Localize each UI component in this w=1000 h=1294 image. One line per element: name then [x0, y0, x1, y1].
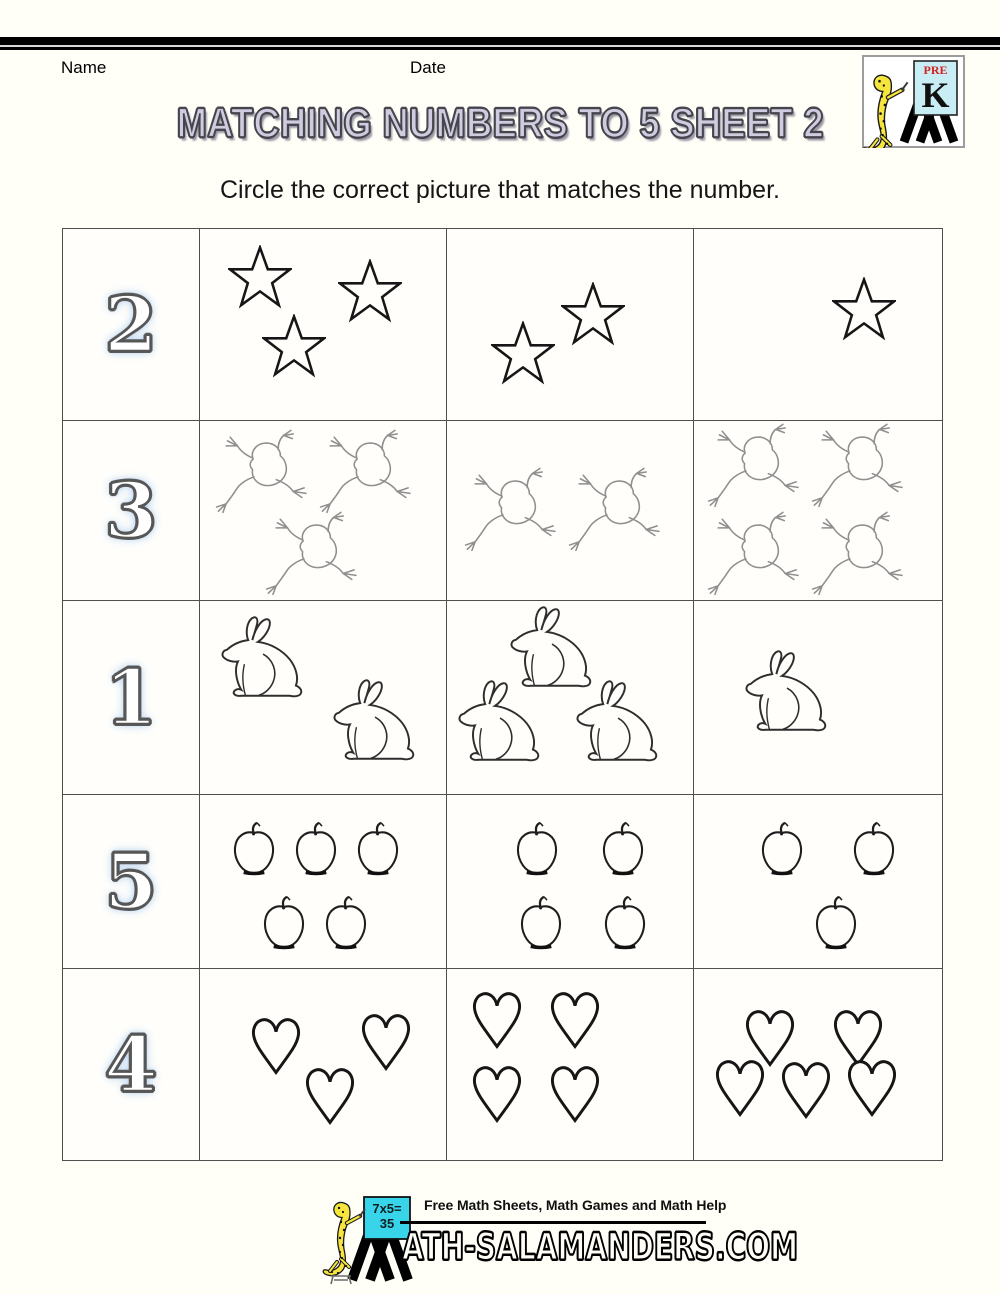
frog-icon — [565, 467, 669, 551]
picture-cell-frog-4[interactable] — [694, 421, 941, 600]
picture-cell-frog-3[interactable] — [200, 421, 447, 600]
row-number: 1 — [104, 652, 158, 742]
number-cell — [63, 969, 200, 1160]
apple-icon — [599, 895, 651, 955]
frog-icon — [461, 467, 565, 551]
picture-cell-heart-5[interactable] — [694, 969, 941, 1160]
instruction-text: Circle the correct picture that matches the number. — [220, 176, 780, 204]
frog-icon — [808, 511, 912, 595]
picture-cell-star-3[interactable] — [200, 229, 447, 420]
number-cell — [63, 229, 200, 420]
rabbit-icon — [449, 677, 551, 772]
k-label: K — [921, 75, 950, 115]
picture-cell-star-1[interactable] — [694, 229, 941, 420]
row-number: 2 — [104, 279, 158, 369]
board-line1: 7x5= — [372, 1201, 402, 1216]
rabbit-icon — [212, 613, 314, 708]
date-label: Date — [410, 58, 446, 77]
row-number: 3 — [104, 465, 158, 555]
apple-icon — [848, 821, 900, 881]
picture-cell-apple-3[interactable] — [694, 795, 941, 968]
picture-cell-heart-3[interactable] — [200, 969, 447, 1160]
heart-icon — [549, 1063, 601, 1126]
top-border-rule — [0, 37, 1000, 50]
picture-cell-apple-4[interactable] — [447, 795, 694, 968]
apple-icon — [810, 895, 862, 955]
frog-icon — [262, 511, 366, 595]
heart-icon — [471, 989, 523, 1052]
picture-cell-apple-5[interactable] — [200, 795, 447, 968]
picture-cell-rabbit-3[interactable] — [447, 601, 694, 794]
table-row — [63, 421, 942, 601]
number-cell — [63, 601, 200, 794]
apple-icon — [511, 821, 563, 881]
pre-label: PRE — [923, 63, 948, 77]
heart-icon — [780, 1059, 832, 1122]
apple-icon — [352, 821, 404, 881]
heart-icon — [360, 1011, 412, 1074]
rabbit-icon — [324, 676, 426, 771]
table-row — [63, 229, 942, 421]
heart-icon — [471, 1063, 523, 1126]
site-wordmark: ATH-SALAMANDERS.COM — [402, 1225, 799, 1269]
star-icon — [262, 314, 326, 378]
apple-icon — [515, 895, 567, 955]
apple-icon — [320, 895, 372, 955]
heart-icon — [549, 989, 601, 1052]
frog-icon — [212, 429, 316, 513]
number-cell — [63, 795, 200, 968]
apple-icon — [756, 821, 808, 881]
star-icon — [561, 282, 625, 346]
footer-tagline: Free Math Sheets, Math Games and Math Help — [424, 1197, 727, 1213]
table-row — [63, 969, 942, 1160]
title-wrap — [0, 99, 1000, 147]
heart-icon — [250, 1015, 302, 1078]
worksheet-title: MATCHING NUMBERS TO 5 SHEET 2 — [176, 99, 824, 146]
matching-table — [62, 228, 943, 1161]
heart-icon — [846, 1057, 898, 1120]
table-row — [63, 601, 942, 795]
apple-icon — [258, 895, 310, 955]
table-row — [63, 795, 942, 969]
star-icon — [832, 277, 896, 341]
frog-icon — [704, 511, 808, 595]
rabbit-icon — [567, 677, 669, 772]
frog-icon — [704, 423, 808, 507]
star-icon — [228, 245, 292, 309]
board-line2: 35 — [379, 1216, 395, 1231]
footer-rule — [400, 1221, 706, 1224]
star-icon — [491, 321, 555, 385]
picture-cell-rabbit-1[interactable] — [694, 601, 941, 794]
rabbit-icon — [736, 647, 838, 742]
row-number: 4 — [104, 1019, 158, 1109]
row-number: 5 — [104, 836, 158, 926]
picture-cell-star-2[interactable] — [447, 229, 694, 420]
apple-icon — [597, 821, 649, 881]
apple-icon — [228, 821, 280, 881]
picture-cell-heart-4[interactable] — [447, 969, 694, 1160]
heart-icon — [714, 1057, 766, 1120]
star-icon — [338, 259, 402, 323]
heart-icon — [304, 1065, 356, 1128]
name-label: Name — [61, 58, 107, 77]
frog-icon — [808, 423, 912, 507]
picture-cell-rabbit-2[interactable] — [200, 601, 447, 794]
frog-icon — [316, 429, 420, 513]
number-cell — [63, 421, 200, 600]
apple-icon — [290, 821, 342, 881]
picture-cell-frog-2[interactable] — [447, 421, 694, 600]
